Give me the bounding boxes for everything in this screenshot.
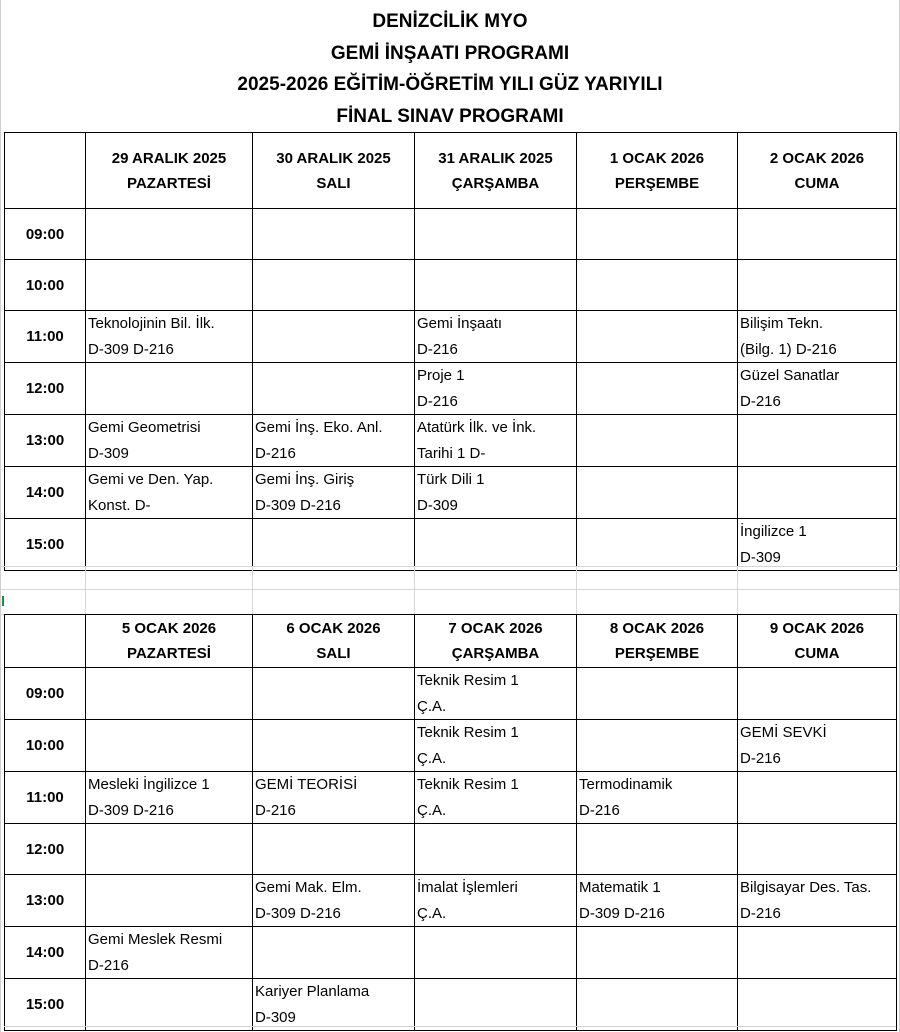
exam-cell — [738, 363, 897, 415]
empty-cell — [415, 979, 577, 1031]
sheet-left-edge — [0, 0, 1, 1032]
sheet-bottom-line — [4, 1026, 896, 1027]
empty-cell — [738, 824, 897, 875]
exam-course: Mesleki İngilizce 1 — [88, 776, 210, 793]
time-slot-row — [5, 260, 897, 311]
day-date: 29 ARALIK 2025 — [111, 149, 227, 167]
empty-cell — [86, 875, 253, 927]
empty-cell — [253, 311, 415, 363]
exam-course: Gemi Meslek Resmi — [88, 931, 223, 948]
exam-course: Gemi Geometrisi — [88, 419, 201, 436]
exam-course: İmalat İşlemleri — [417, 879, 518, 896]
exam-course: GEMİ SEVKİ — [740, 724, 827, 741]
exam-room: D-309 — [740, 548, 781, 566]
exam-cell — [738, 311, 897, 363]
time-label: 09:00 — [5, 209, 86, 260]
day-date: 8 OCAK 2026 — [609, 620, 705, 637]
empty-cell — [253, 363, 415, 415]
title-academic-year: 2025-2026 EĞİTİM-ÖĞRETİM YILI GÜZ YARIYILI — [237, 74, 663, 95]
exam-room: D-309 — [255, 1008, 296, 1026]
exam-cell — [738, 875, 897, 927]
exam-course: Türk Dili 1 — [417, 471, 485, 488]
exam-room: D-309 D-216 — [255, 904, 341, 922]
empty-cell — [86, 209, 253, 260]
empty-cell — [577, 209, 738, 260]
exam-room: D-309 D-216 — [255, 496, 341, 514]
time-label: 11:00 — [5, 311, 86, 363]
time-label: 14:00 — [5, 467, 86, 519]
exam-course: Bilgisayar Des. Tas. — [740, 879, 872, 896]
exam-course: Gemi İnş. Eko. Anl. — [255, 419, 383, 436]
empty-cell — [86, 519, 253, 571]
day-date: 6 OCAK 2026 — [286, 620, 381, 637]
exam-cell — [253, 772, 415, 824]
exam-cell — [577, 772, 738, 824]
time-slot-row — [5, 772, 897, 824]
day-name: ÇARŞAMBA — [451, 645, 540, 662]
exam-course: Gemi Mak. Elm. — [255, 879, 362, 896]
time-label: 15:00 — [5, 979, 86, 1031]
exam-course: Gemi ve Den. Yap. — [88, 471, 214, 488]
day-header — [415, 615, 577, 668]
empty-cell — [415, 209, 577, 260]
empty-cell — [577, 824, 738, 875]
empty-cell — [738, 927, 897, 979]
day-name: CUMA — [794, 645, 840, 662]
time-label: 13:00 — [5, 415, 86, 467]
time-label: 12:00 — [5, 824, 86, 875]
day-date: 31 ARALIK 2025 — [438, 149, 553, 167]
time-slot-row — [5, 720, 897, 772]
day-header — [253, 133, 415, 209]
time-label: 11:00 — [5, 772, 86, 824]
day-date: 1 OCAK 2026 — [609, 149, 705, 167]
exam-cell — [86, 467, 253, 519]
exam-room: D-216 — [255, 801, 296, 819]
exam-cell — [86, 927, 253, 979]
exam-course: Kariyer Planlama — [255, 983, 370, 1000]
exam-course: Termodinamik — [579, 776, 673, 793]
exam-cell — [415, 363, 577, 415]
time-label: 10:00 — [5, 260, 86, 311]
day-header — [738, 615, 897, 668]
exam-course: Matematik 1 — [579, 879, 661, 896]
exam-room: Ç.A. — [417, 697, 447, 715]
exam-cell — [577, 875, 738, 927]
empty-cell — [577, 311, 738, 363]
header-row — [5, 615, 897, 668]
active-row-marker — [2, 596, 4, 606]
day-name: SALI — [316, 645, 351, 662]
empty-cell — [415, 260, 577, 311]
empty-cell — [738, 415, 897, 467]
day-name: CUMA — [794, 174, 840, 192]
empty-cell — [253, 824, 415, 875]
exam-room: D-309 D-216 — [88, 340, 174, 358]
title-program: GEMİ İNŞAATI PROGRAMI — [330, 42, 570, 64]
time-slot-row — [5, 519, 897, 571]
exam-room: Ç.A. — [417, 801, 447, 819]
exam-course: Teknik Resim 1 — [417, 672, 519, 689]
time-label: 10:00 — [5, 720, 86, 772]
exam-room: Ç.A. — [417, 749, 447, 767]
exam-course: Gemi İnş. Giriş — [255, 471, 355, 488]
time-slot-row — [5, 311, 897, 363]
exam-cell — [738, 519, 897, 571]
exam-cell — [415, 415, 577, 467]
time-label: 15:00 — [5, 519, 86, 571]
time-slot-row — [5, 467, 897, 519]
spacer-row — [0, 589, 900, 615]
exam-room: Ç.A. — [417, 904, 447, 922]
exam-cell — [415, 772, 577, 824]
exam-course: Güzel Sanatlar — [740, 367, 840, 384]
time-slot-row — [5, 415, 897, 467]
exam-room: D-309 — [88, 444, 129, 462]
corner-cell — [5, 133, 86, 209]
exam-room: D-216 — [417, 392, 458, 410]
empty-cell — [253, 668, 415, 720]
day-date: 2 OCAK 2026 — [769, 149, 865, 167]
exam-room: D-309 — [417, 496, 458, 514]
day-date: 30 ARALIK 2025 — [276, 149, 391, 167]
day-header — [577, 133, 738, 209]
exam-room: D-216 — [740, 904, 781, 922]
exam-cell — [738, 720, 897, 772]
exam-cell — [253, 875, 415, 927]
exam-cell — [415, 875, 577, 927]
exam-cell — [415, 720, 577, 772]
day-header — [577, 615, 738, 668]
day-name: ÇARŞAMBA — [451, 174, 540, 192]
exam-room: D-216 — [579, 801, 620, 819]
exam-room: Tarihi 1 D- — [417, 444, 486, 462]
empty-cell — [577, 720, 738, 772]
schedule-table-week2 — [4, 614, 897, 1031]
title-exam-type: FİNAL SINAV PROGRAMI — [336, 105, 564, 127]
exam-room: D-216 — [740, 749, 781, 767]
empty-cell — [253, 927, 415, 979]
empty-cell — [577, 927, 738, 979]
time-slot-row — [5, 979, 897, 1031]
empty-cell — [253, 720, 415, 772]
empty-cell — [577, 519, 738, 571]
day-date: 5 OCAK 2026 — [121, 620, 217, 637]
empty-cell — [577, 467, 738, 519]
empty-cell — [738, 979, 897, 1031]
empty-cell — [86, 668, 253, 720]
empty-cell — [86, 979, 253, 1031]
time-slot-row — [5, 668, 897, 720]
exam-room: D-309 D-216 — [88, 801, 174, 819]
empty-cell — [577, 260, 738, 311]
day-header — [738, 133, 897, 209]
empty-cell — [415, 519, 577, 571]
day-name: PERŞEMBE — [614, 174, 700, 192]
empty-cell — [738, 467, 897, 519]
header-row — [5, 133, 897, 209]
time-label: 14:00 — [5, 927, 86, 979]
empty-cell — [86, 720, 253, 772]
day-name: PAZARTESİ — [127, 645, 211, 662]
empty-cell — [577, 979, 738, 1031]
exam-course: Atatürk İlk. ve İnk. — [417, 419, 537, 436]
empty-cell — [738, 772, 897, 824]
empty-cell — [738, 209, 897, 260]
day-date: 9 OCAK 2026 — [769, 620, 865, 637]
document-title-block — [4, 0, 896, 132]
exam-cell — [253, 467, 415, 519]
time-slot-row — [5, 927, 897, 979]
time-label: 12:00 — [5, 363, 86, 415]
empty-cell — [253, 209, 415, 260]
day-header — [253, 615, 415, 668]
schedule-table-week1 — [4, 132, 897, 571]
exam-cell — [86, 772, 253, 824]
empty-cell — [577, 668, 738, 720]
time-label: 13:00 — [5, 875, 86, 927]
exam-cell — [415, 467, 577, 519]
exam-room: Konst. D- — [88, 496, 151, 514]
exam-cell — [415, 668, 577, 720]
day-date: 7 OCAK 2026 — [448, 620, 543, 637]
empty-cell — [577, 415, 738, 467]
exam-cell — [415, 311, 577, 363]
exam-course: GEMİ TEORİSİ — [255, 776, 358, 793]
empty-cell — [577, 363, 738, 415]
time-label: 09:00 — [5, 668, 86, 720]
exam-course: Bilişim Tekn. — [740, 315, 824, 332]
empty-cell — [253, 260, 415, 311]
empty-cell — [86, 824, 253, 875]
day-name: SALI — [316, 174, 351, 192]
time-slot-row — [5, 875, 897, 927]
exam-room: D-216 — [88, 956, 129, 974]
day-name: PAZARTESİ — [127, 174, 211, 192]
empty-cell — [86, 260, 253, 311]
empty-cell — [738, 260, 897, 311]
exam-course: Teknik Resim 1 — [417, 724, 519, 741]
exam-room: D-309 D-216 — [579, 904, 665, 922]
day-name: PERŞEMBE — [614, 645, 700, 662]
exam-cell — [253, 415, 415, 467]
exam-course: Proje 1 — [417, 367, 465, 384]
empty-cell — [738, 668, 897, 720]
time-slot-row — [5, 209, 897, 260]
exam-cell — [253, 979, 415, 1031]
empty-cell — [415, 927, 577, 979]
time-slot-row — [5, 824, 897, 875]
exam-cell — [86, 415, 253, 467]
title-faculty: DENİZCİLİK MYO — [372, 11, 528, 32]
day-header — [415, 133, 577, 209]
exam-course: Teknolojinin Bil. İlk. — [88, 315, 215, 332]
spacer-row — [0, 566, 900, 590]
exam-room: D-216 — [417, 340, 458, 358]
empty-cell — [253, 519, 415, 571]
empty-cell — [86, 363, 253, 415]
day-header — [86, 615, 253, 668]
exam-room: D-216 — [255, 444, 296, 462]
exam-course: Teknik Resim 1 — [417, 776, 519, 793]
exam-cell — [86, 311, 253, 363]
exam-room: (Bilg. 1) D-216 — [740, 340, 837, 358]
corner-cell — [5, 615, 86, 668]
exam-room: D-216 — [740, 392, 781, 410]
time-slot-row — [5, 363, 897, 415]
exam-course: İngilizce 1 — [740, 523, 807, 540]
exam-course: Gemi İnşaatı — [417, 315, 503, 332]
empty-cell — [415, 824, 577, 875]
day-header — [86, 133, 253, 209]
